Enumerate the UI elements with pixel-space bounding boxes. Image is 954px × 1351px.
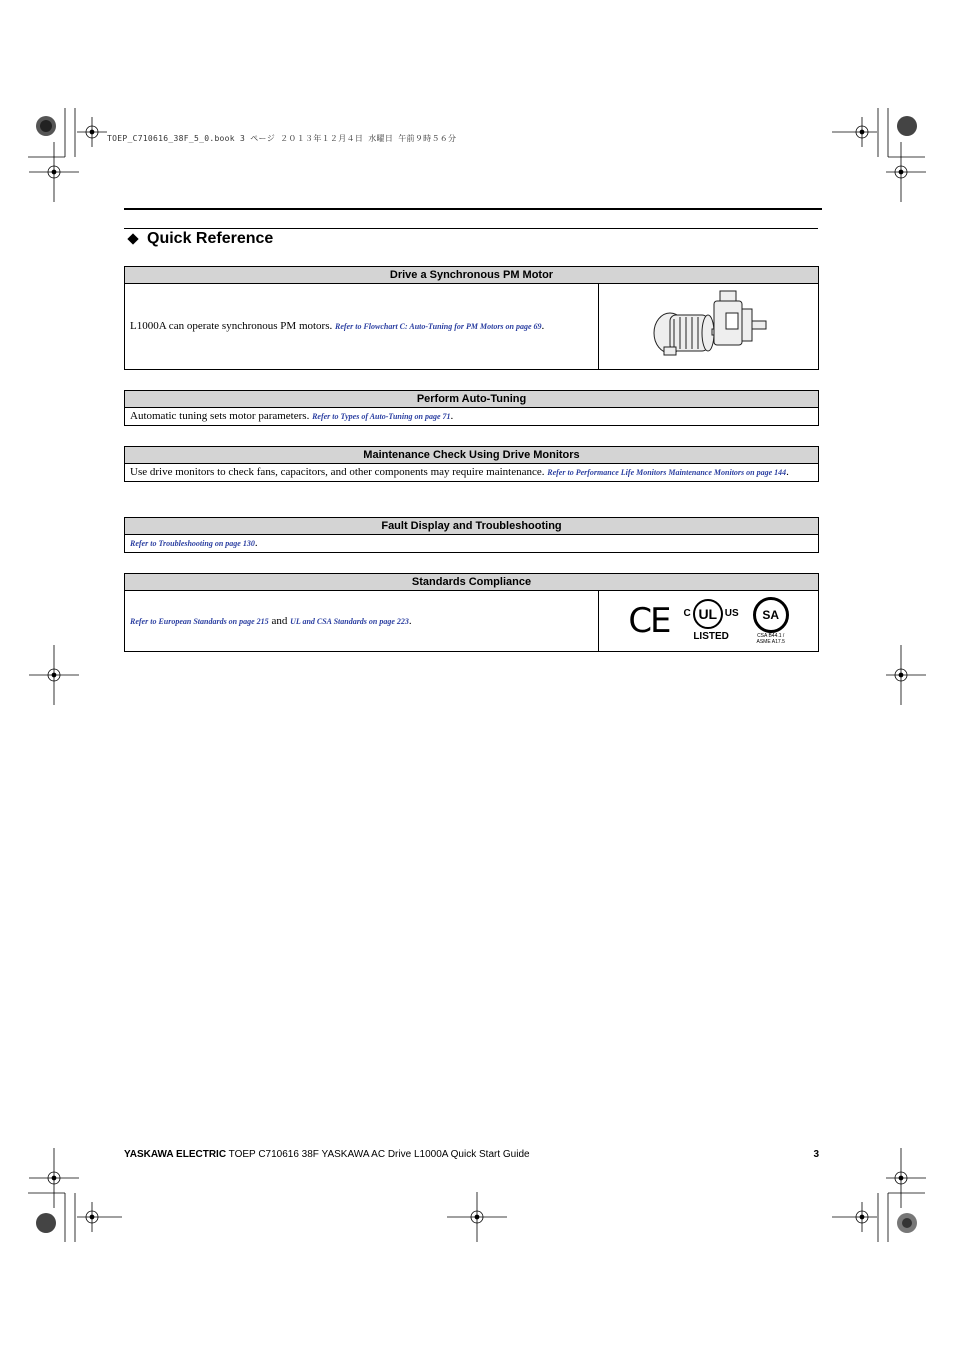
table-auto-tuning — [124, 390, 819, 426]
motor-icon — [644, 287, 774, 361]
page-link[interactable]: Refer to Types of Auto-Tuning on page 71 — [312, 412, 451, 421]
cell-text: and — [271, 614, 288, 627]
diamond-bullet-icon — [127, 233, 138, 244]
punct: . — [541, 320, 545, 332]
table-header: Drive a Synchronous PM Motor — [125, 267, 819, 284]
page-link[interactable]: Refer to Troubleshooting on page 130 — [130, 539, 255, 548]
table-header: Perform Auto-Tuning — [125, 391, 819, 408]
page-link[interactable]: Refer to European Standards on page 215 — [130, 616, 269, 626]
punct: . — [408, 614, 412, 627]
page-number: 3 — [813, 1149, 819, 1160]
motor-image-cell — [599, 284, 819, 370]
table-header: Standards Compliance — [125, 574, 819, 591]
table-cell — [125, 284, 599, 370]
cell-text: L1000A can operate synchronous PM motors. — [130, 320, 333, 332]
ul-listed-label: LISTED — [693, 630, 729, 642]
section-title-text: Quick Reference — [147, 230, 274, 247]
page-footer — [124, 1149, 819, 1160]
table-cell — [125, 535, 819, 553]
page-link[interactable]: UL and CSA Standards on page 223 — [290, 616, 409, 626]
footer-brand: YASKAWA ELECTRIC — [124, 1149, 227, 1160]
section-title — [126, 230, 273, 248]
csa-note: ASME A17.5 — [756, 639, 785, 645]
ul-us-label: US — [724, 608, 739, 619]
cell-text: Use drive monitors to check fans, capacitors, and other components may require maintenance. — [130, 466, 545, 478]
table-pm-motor — [124, 266, 819, 370]
table-standards — [124, 573, 819, 652]
cell-text: Automatic tuning sets motor parameters. — [130, 410, 310, 422]
ul-listed-icon: C UL US LISTED — [684, 599, 739, 644]
footer-text — [124, 1149, 530, 1160]
title-rule — [124, 228, 818, 229]
csa-note: CSA B44.1 / — [757, 633, 785, 639]
ce-mark-icon: CE — [628, 600, 670, 641]
print-header: TOEP_C710616_38F_5_0.book 3 ページ ２０１３年１２月４日 水曜日 午前９時５６分 — [107, 134, 457, 143]
punct: . — [786, 466, 789, 478]
punct: . — [254, 537, 258, 549]
punct: . — [450, 410, 454, 422]
ul-c-label: C — [683, 608, 691, 619]
table-fault-display — [124, 517, 819, 553]
logos-cell — [599, 591, 819, 652]
top-rule — [124, 208, 822, 210]
table-header: Fault Display and Troubleshooting — [125, 518, 819, 535]
footer-doc-title: TOEP C710616 38F YASKAWA AC Drive L1000A Quick Start Guide — [228, 1149, 530, 1160]
csa-mark-icon: SA CSA B44.1 / ASME A17.5 — [753, 597, 789, 645]
page-link[interactable]: Refer to Flowchart C: Auto-Tuning for PM Motors on page 69 — [335, 322, 542, 331]
page-link[interactable]: Refer to Performance Life Monitors Maintenance Monitors on page 144 — [547, 468, 787, 477]
table-cell — [125, 408, 819, 426]
table-cell — [125, 464, 819, 482]
table-cell — [125, 591, 599, 652]
table-header: Maintenance Check Using Drive Monitors — [125, 447, 819, 464]
table-maintenance — [124, 446, 819, 482]
